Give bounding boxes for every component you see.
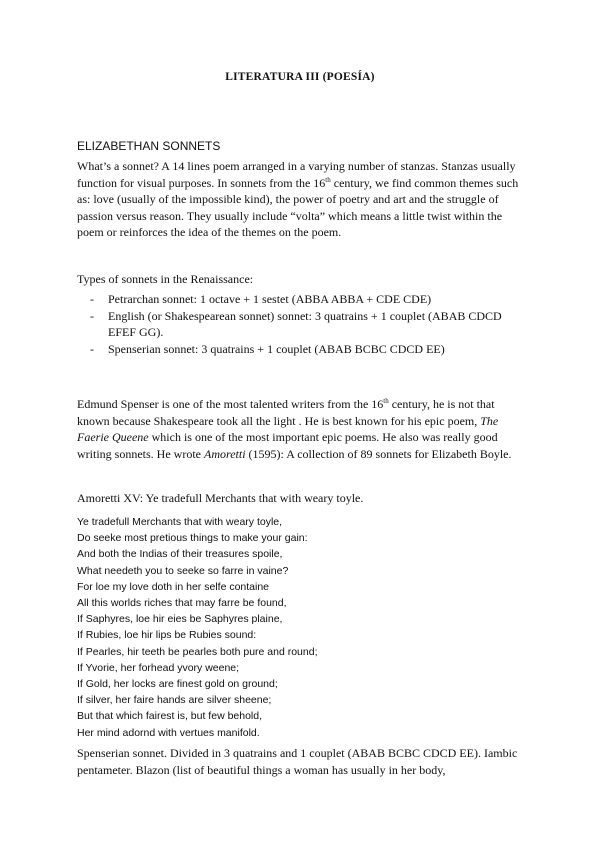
sonnet-types-list bbox=[90, 291, 520, 357]
document-title: LITERATURA III (POESÍA) bbox=[225, 71, 375, 83]
spenser-text-2: century, he is not that known because Shakespeare took all the light . He is best known for his epic poem, bbox=[77, 397, 495, 428]
poem-line: If Saphyres, loe hir eies be Saphyres plaine, bbox=[77, 613, 283, 626]
poem-line: If Pearles, hir teeth be pearles both pure and round; bbox=[77, 645, 318, 658]
list-item-text: English (or Shakespearean sonnet) sonnet: 3 quatrains + 1 couplet (ABAB CDCD EFEF GG). bbox=[108, 308, 502, 339]
intro-superscript: th bbox=[325, 175, 331, 184]
poem-line: Her mind adornd with vertues manifold. bbox=[77, 726, 260, 739]
intro-text-1: What’s a sonnet? A 14 lines poem arranged in a varying number of stanzas. Stanzas usually function for visual purposes. In sonnets from the 16 bbox=[77, 159, 516, 190]
list-item-text: Petrarchan sonnet: 1 octave + 1 sestet (ABBA ABBA + CDE CDE) bbox=[108, 292, 432, 306]
spenser-superscript: th bbox=[383, 397, 389, 405]
list-item-text: Spenserian sonnet: 3 quatrains + 1 couplet (ABAB BCBC CDCD EE) bbox=[108, 341, 445, 356]
poem-line: If silver, her faire hands are silver sheene; bbox=[77, 694, 272, 707]
intro-text-2: century, we find common themes such as: love (usually of the impossible kind), the power of poetry and art and the struggle of passion versus reason. They usually include “volta” which means a little twist within the poem or reinforces the idea of the themes on the poem. bbox=[77, 175, 519, 239]
spenser-text-4: (1595): A collection of 89 sonnets for Elizabeth Boyle. bbox=[245, 446, 512, 461]
poem-line: And both the Indias of their treasures spoile, bbox=[77, 548, 283, 561]
list-dash: - bbox=[90, 292, 94, 306]
spenser-paragraph bbox=[77, 396, 527, 462]
poem-line: Ye tradefull Merchants that with weary toyle, bbox=[77, 516, 283, 528]
intro-paragraph bbox=[77, 158, 527, 241]
list-dash: - bbox=[90, 308, 94, 323]
types-intro: Types of sonnets in the Renaissance: bbox=[77, 272, 254, 286]
poem-line: If Gold, her locks are finest gold on ground; bbox=[77, 678, 278, 691]
poem-line: What needeth you to seeke so farre in vaine? bbox=[77, 564, 289, 577]
closing-paragraph: Spenserian sonnet. Divided in 3 quatrains and 1 couplet (ABAB BCBC CDCD EE). Iambic pentameter. Blazon (list of beautiful things a woman has usually in her body, bbox=[77, 746, 518, 777]
faerie-queene-title: The Faerie Queene bbox=[77, 413, 499, 444]
spenser-text-1: Edmund Spenser is one of the most talented writers from the 16 bbox=[77, 397, 384, 411]
poem-line: But that which fairest is, but few behold, bbox=[77, 710, 263, 723]
poem-line: For loe my love doth in her selfe containe bbox=[77, 580, 270, 593]
spenser-text-3: which is one of the most important epic poems. He also was really good writing sonnets. He wrote bbox=[77, 430, 498, 461]
list-dash: - bbox=[90, 341, 94, 356]
poem-line: If Rubies, loe hir lips be Rubies sound: bbox=[77, 629, 257, 642]
list-item bbox=[90, 291, 520, 308]
poem-line: If Yvorie, her forhead yvory weene; bbox=[77, 661, 240, 674]
list-item bbox=[90, 308, 520, 341]
amoretti-heading: Amoretti XV: Ye tradefull Merchants that with weary toyle. bbox=[77, 491, 364, 505]
poem bbox=[77, 514, 318, 741]
poem-line: All this worlds riches that may farre be found, bbox=[77, 597, 287, 610]
amoretti-title: Amoretti bbox=[203, 446, 246, 461]
list-item bbox=[90, 341, 520, 358]
section-heading: ELIZABETHAN SONNETS bbox=[77, 139, 221, 153]
poem-line: Do seeke most pretious things to make your gain: bbox=[77, 532, 308, 545]
